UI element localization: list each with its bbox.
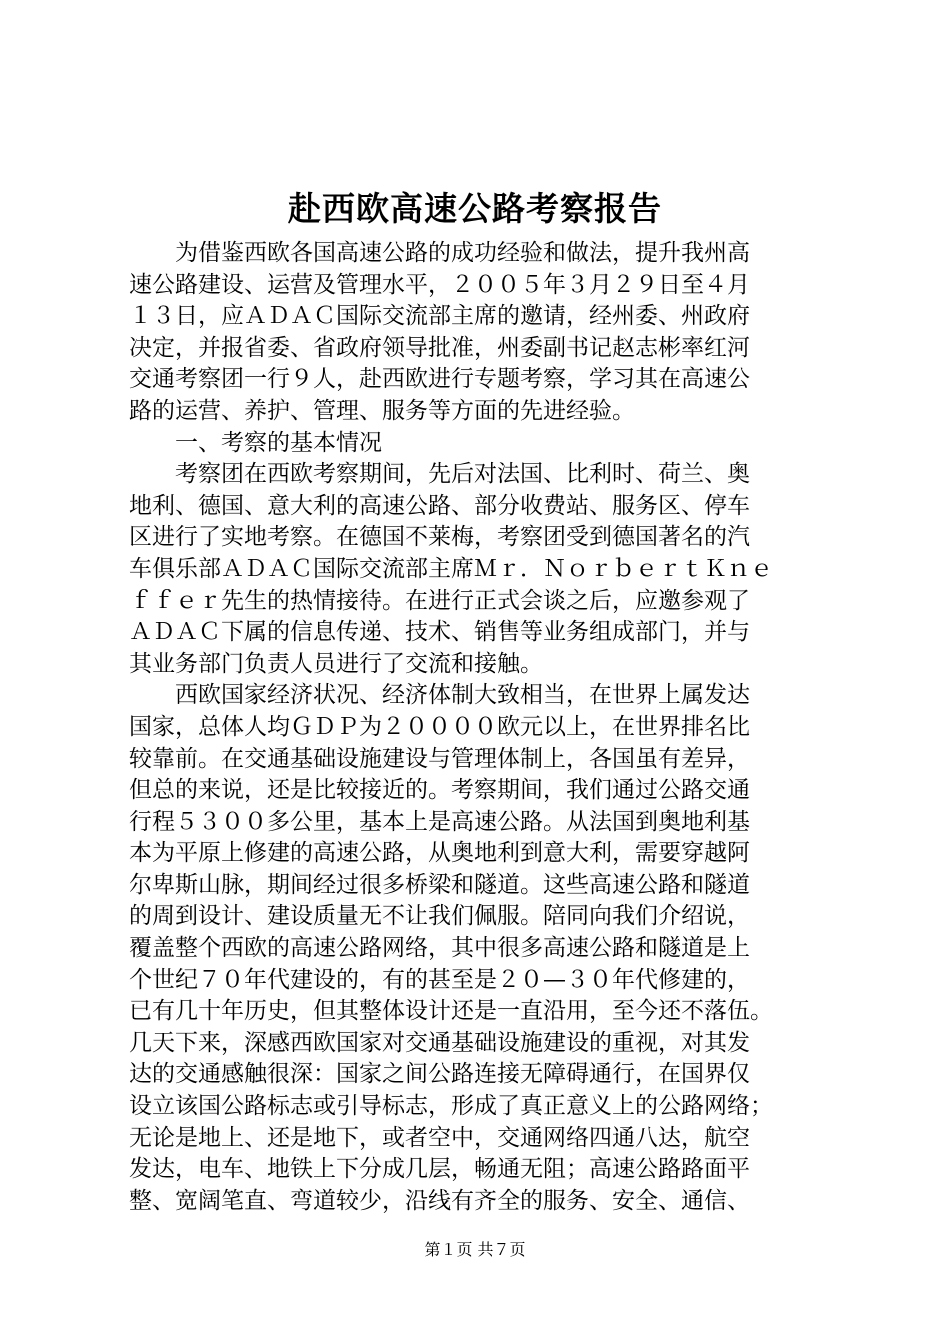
body-line: 考察团在西欧考察期间，先后对法国、比利时、荷兰、奥 — [129, 461, 750, 488]
document-body — [129, 238, 829, 1217]
body-line: ＡＤＡＣ下属的信息传递、技术、销售等业务组成部门，并与 — [129, 619, 750, 646]
body-line: 较靠前。在交通基础设施建设与管理体制上，各国虽有差异， — [129, 745, 750, 772]
body-line: 交通考察团一行９人，赴西欧进行专题考察，学习其在高速公 — [129, 366, 750, 393]
body-line: 国家，总体人均ＧＤＰ为２００００欧元以上，在世界排名比 — [129, 713, 750, 740]
body-line: 尔卑斯山脉，期间经过很多桥梁和隧道。这些高速公路和隧道 — [129, 871, 750, 898]
body-line: 整、宽阔笔直、弯道较少，沿线有齐全的服务、安全、通信、 — [129, 1187, 750, 1214]
body-line: 几天下来，深感西欧国家对交通基础设施建设的重视，对其发 — [129, 1029, 750, 1056]
section-heading: 一、考察的基本情况 — [129, 429, 382, 456]
page-footer: 第１页 共７页 — [424, 1240, 526, 1259]
body-line: 达的交通感触很深：国家之间公路连接无障碍通行，在国界仅 — [129, 1061, 750, 1088]
body-line: 西欧国家经济状况、经济体制大致相当，在世界上属发达 — [129, 682, 750, 709]
body-line: 的周到设计、建设质量无不让我们佩服。陪同向我们介绍说， — [129, 903, 750, 930]
body-line: 行程５３００多公里，基本上是高速公路。从法国到奥地利基 — [129, 808, 750, 835]
body-line: 已有几十年历史，但其整体设计还是一直沿用，至今还不落伍。 — [129, 998, 773, 1025]
body-line: 为借鉴西欧各国高速公路的成功经验和做法，提升我州高 — [129, 240, 750, 266]
body-line: 路的运营、养护、管理、服务等方面的先进经验。 — [129, 397, 635, 424]
body-line: 区进行了实地考察。在德国不莱梅，考察团受到德国著名的汽 — [129, 524, 750, 551]
page-title: 赴西欧高速公路考察报告 — [288, 189, 662, 228]
body-line: 但总的来说，还是比较接近的。考察期间，我们通过公路交通 — [129, 777, 750, 804]
body-line: 速公路建设、运营及管理水平，２００５年３月２９日至４月 — [129, 271, 750, 298]
body-line: 决定，并报省委、省政府领导批准，州委副书记赵志彬率红河 — [129, 334, 750, 361]
body-line: 地利、德国、意大利的高速公路、部分收费站、服务区、停车 — [129, 492, 750, 519]
body-line: 发达，电车、地铁上下分成几层，畅通无阻；高速公路路面平 — [129, 1156, 750, 1183]
body-line: 个世纪７０年代建设的，有的甚至是２０—３０年代修建的， — [129, 966, 750, 993]
body-line: 本为平原上修建的高速公路，从奥地利到意大利，需要穿越阿 — [129, 840, 750, 867]
body-line: 设立该国公路标志或引导标志，形成了真正意义上的公路网络； — [129, 1093, 773, 1120]
body-line: 其业务部门负责人员进行了交流和接触。 — [129, 650, 543, 677]
body-line: 车俱乐部ＡＤＡＣ国际交流部主席Ｍｒ．ＮｏｒｂｅｒｔＫｎｅ — [129, 555, 773, 582]
body-line: ｆｆｅｒ先生的热情接待。在进行正式会谈之后，应邀参观了 — [129, 587, 750, 614]
body-line: １３日，应ＡＤＡＣ国际交流部主席的邀请，经州委、州政府 — [129, 303, 750, 330]
body-line: 覆盖整个西欧的高速公路网络，其中很多高速公路和隧道是上 — [129, 935, 750, 962]
body-line: 无论是地上、还是地下，或者空中，交通网络四通八达，航空 — [129, 1124, 750, 1151]
